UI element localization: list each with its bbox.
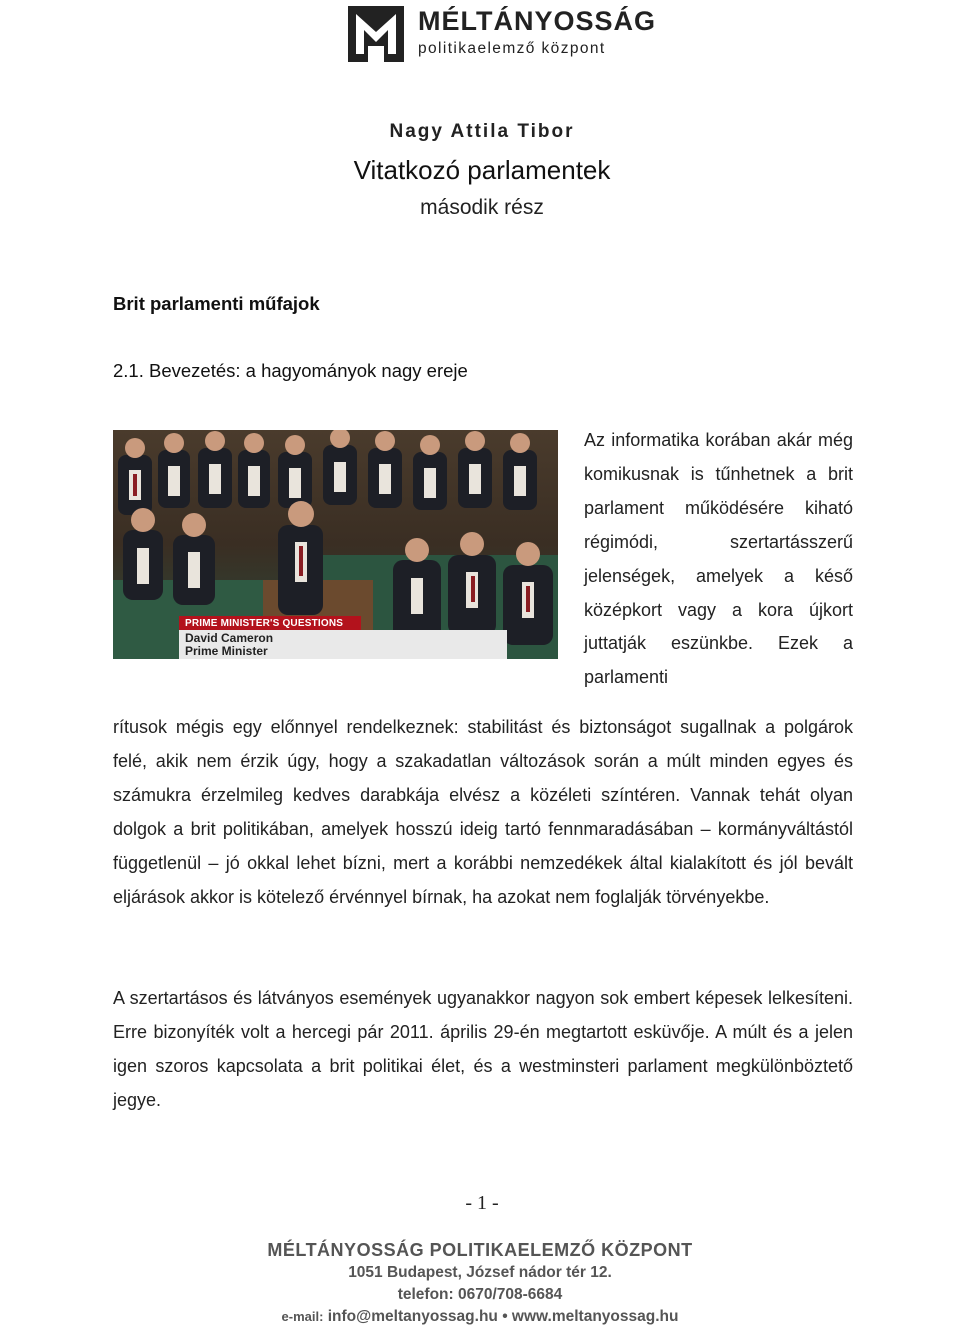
page-footer [0, 1238, 960, 1328]
paragraph-1-side: Az informatika korában akár még komikusnak is tűnhetnek a brit parlament működésére kiható régimódi, szertartásszerű jelenségek, amelyek a késő középkort vagy a kora újkort juttatják eszünkbe. Ezek a parlamenti [584, 430, 853, 688]
paragraph-1-continued [113, 693, 853, 932]
section-heading: Brit parlamenti műfajok [113, 293, 320, 314]
tv-caption-name: David Cameron [185, 631, 274, 645]
article-title: Vitatkozó parlamentek [353, 155, 611, 185]
paragraph-1-full: rítusok mégis egy előnnyel rendelkeznek: stabilitást és biztonságot sugallnak a polgárok felé, akik nem érzik úgy, hogy a szakadatlan változások során a múlt minden egyes és számukra érzelmileg kedves darabkája elvész a közéleti színtéren. Vannak tehát olyan dolgok a brit politikában, amelyek hosszú ideig tartó fennmaradásában – kormányváltástól függetlenül – jó okkal lehet bízni, mert a korábbi nemzedékek által kialakított és jól bevált eljárások akkor is kötelező érvénnyel bírnak, ha azokat nem foglalják törvényekbe. [113, 717, 853, 907]
footer-phone: telefon: 0670/708-6684 [397, 1286, 563, 1303]
footer-org: MÉLTÁNYOSSÁG POLITIKAELEMZŐ KÖZPONT [267, 1240, 693, 1260]
logo-tagline: politikaelemző központ [418, 40, 606, 57]
paragraph-1-wrapped [584, 424, 853, 695]
paragraph-2: A szertartásos és látványos események ugyanakkor nagyon sok embert képesek lelkesíteni. Erre bizonyíték volt a hercegi pár 2011. április 29-én megtartott esküvője. A múlt és a jelen igen szoros kapcsolata a brit politikai élet, és a westminsteri parlament megkülönböztető jegye. [113, 988, 853, 1110]
tv-lower-third [179, 616, 507, 659]
subsection-heading: 2.1. Bevezetés: a hagyományok nagy ereje [113, 360, 468, 381]
author-name: Nagy Attila Tibor [389, 121, 575, 142]
tv-caption-role: Prime Minister [185, 644, 268, 658]
tv-banner: PRIME MINISTER'S QUESTIONS [179, 616, 361, 630]
page-number: - 1 - [465, 1192, 499, 1214]
footer-email-web: info@meltanyossag.hu • www.meltanyossag.hu [327, 1308, 679, 1325]
parliament-photo [113, 430, 558, 659]
article-subtitle: második rész [420, 196, 544, 219]
paragraph-2-wrapper [113, 964, 853, 1136]
footer-email-label: e-mail: [281, 1309, 324, 1324]
logo-name: MÉLTÁNYOSSÁG [418, 6, 657, 36]
footer-address: 1051 Budapest, József nádor tér 12. [348, 1264, 612, 1281]
logo-mark [348, 6, 404, 62]
